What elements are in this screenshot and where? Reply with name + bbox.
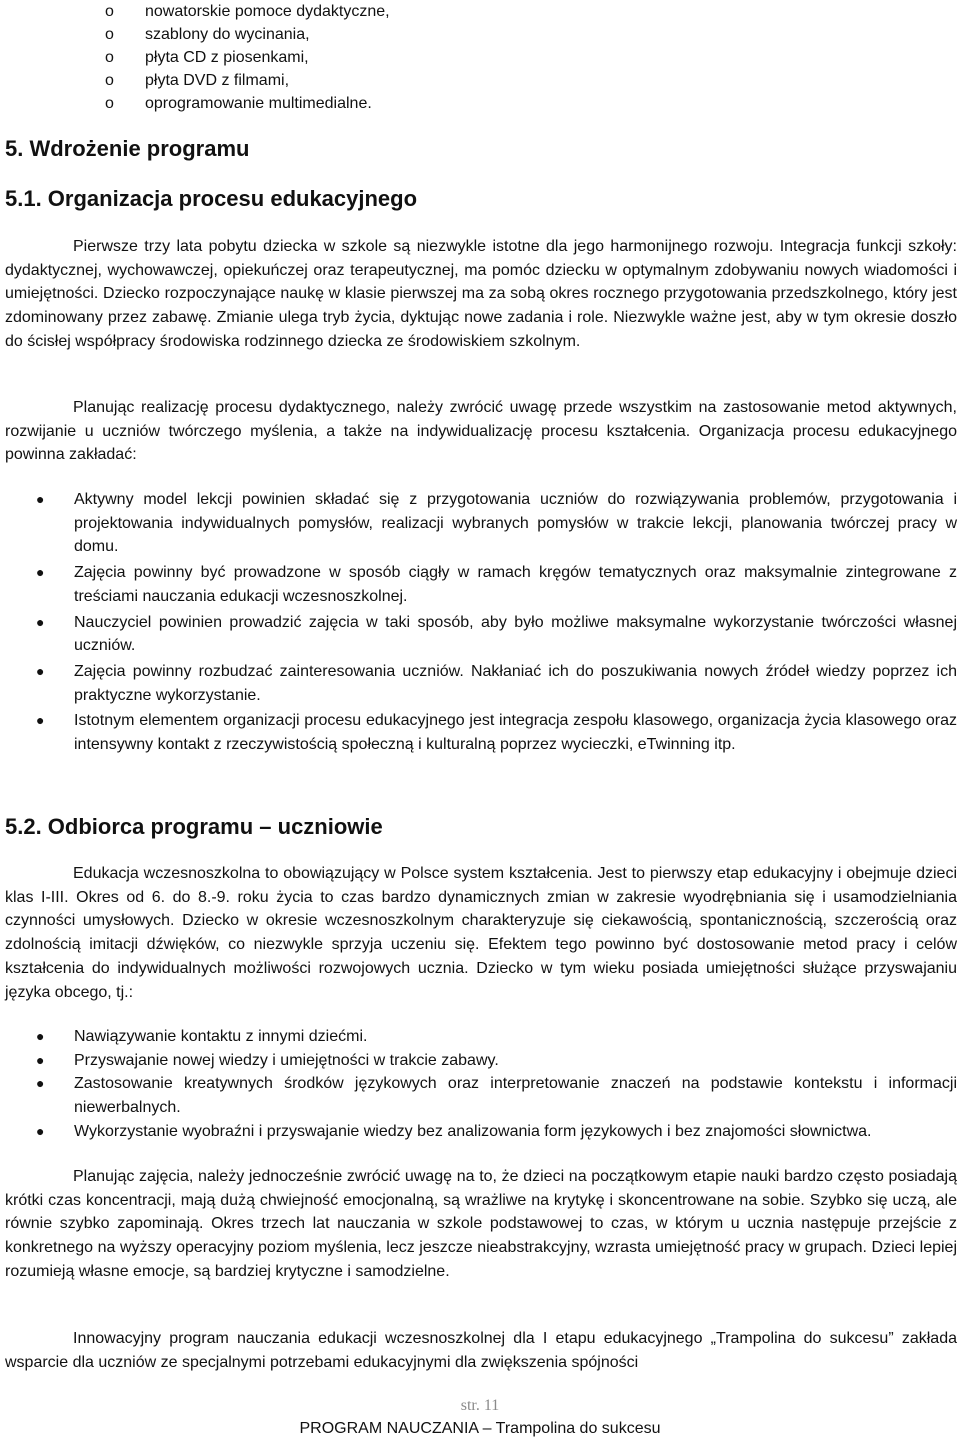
list-item-text: oprogramowanie multimedialne. — [145, 95, 372, 112]
list-item-text: Nauczyciel powinien prowadzić zajęcia w taki sposób, aby było możliwe maksymalne wykorzystanie twórczości własnej uczniów. — [74, 613, 957, 655]
page-number: str. 11 — [460, 1397, 500, 1414]
bullet-icon: ● — [36, 1075, 45, 1092]
bullet-icon: ● — [36, 491, 45, 507]
section-heading: 5. Wdrożenie programu — [5, 136, 250, 161]
bullet-icon: ● — [36, 712, 45, 729]
list-item-text: Zajęcia powinny być prowadzone w sposób ciągły w ramach kręgów tematycznych oraz maksymalnie zintegrowane z treściami nauczania edukacji wczesnoszkolnej. — [74, 564, 957, 605]
subsection-heading: 5.2. Odbiorca programu – uczniowie — [5, 814, 383, 839]
list-item — [0, 488, 960, 559]
list-item-text: płyta DVD z filmami, — [145, 72, 290, 89]
bullet-icon: ● — [36, 564, 45, 581]
list-item-text: Wykorzystanie wyobraźni i przyswajanie wiedzy bez analizowania form językowych i bez znajomości słownictwa. — [74, 1122, 872, 1140]
list-item — [0, 69, 600, 93]
list-item-text: Przyswajanie nowej wiedzy i umiejętności w trakcie zabawy. — [74, 1051, 499, 1069]
bullet-list — [0, 1025, 960, 1144]
paragraph: Planując realizację procesu dydaktycznego, należy zwrócić uwagę przede wszystkim na zastosowanie metod aktywnych, rozwijanie u uczniów twórczego myślenia, a także na indywidualizację procesu kształcenia. Organizacja procesu edukacyjnego powinna zakładać: — [5, 399, 957, 464]
list-item — [0, 660, 960, 707]
list-item — [0, 561, 960, 608]
list-marker: o — [105, 72, 114, 89]
bullet-icon: ● — [36, 1122, 45, 1139]
list-item-text: Zajęcia powinny rozbudzać zainteresowania uczniów. Nakłaniać ich do poszukiwania nowych źródeł wiedzy poprzez ich praktyczne wykorzystanie. — [74, 662, 957, 704]
paragraph: Innowacyjny program nauczania edukacji wczesnoszkolnej dla I etapu edukacyjnego „Trampolina do sukcesu” zakłada wsparcie dla uczniów ze specjalnymi potrzebami edukacyjnymi dla zwiększenia spójności — [5, 1330, 957, 1371]
paragraph: Pierwsze trzy lata pobytu dziecka w szkole są niezwykle istotne dla jego harmonijnego rozwoju. Integracja funkcji szkoły: dydaktycznej, wychowawczej, opiekuńczej oraz terapeutycznej, ma pomóc dziecku w optymalnym zdobywaniu nowych wiadomości i umiejętności. Dziecko rozpoczynające naukę w klasie pierwszej ma za sobą okres rocznego przygotowania przedszkolnego, który jest zdominowany przez zabawę. Zmianie ulega tryb życia, dyktując nowe zadania i role. Niezwykle ważne jest, aby w tym okresie doszło do ścisłej współpracy środowiska rodzinnego dziecka ze środowiskiem szkolnym. — [5, 238, 957, 350]
list-item — [0, 0, 600, 24]
list-item-text: Zastosowanie kreatywnych środków językowych oraz interpretowanie znaczeń na podstawie kontekstu i informacji niewerbalnych. — [74, 1075, 957, 1117]
list-marker: o — [105, 49, 114, 66]
list-item — [0, 709, 960, 756]
list-item-text: Nawiązywanie kontaktu z innymi dziećmi. — [74, 1028, 368, 1045]
list-marker: o — [105, 26, 114, 43]
list-item — [0, 23, 600, 47]
list-item — [0, 1120, 960, 1144]
bullet-icon: ● — [36, 662, 45, 679]
paragraph: Edukacja wczesnoszkolna to obowiązujący w Polsce system kształcenia. Jest to pierwszy etap edukacyjny i obejmuje dzieci klas I-III. Okres od 6. do 8.-9. roku życia to czas bardzo dynamicznych zmian w zakresie wyodrębniania się i usamodzielniania czynności umysłowych. Dziecko w okresie wczesnoszkolnym charakteryzuje się ciekawością, spontanicznością, szczerością oraz zdolnością imitacji dźwięków, co niezwykle sprzyja uczeniu się. Efektem tego powinno być dostosowanie metod pracy i celów kształcenia do indywidualnych możliwości rozwojowych ucznia. Dziecko w tym wieku posiada umiejętności służące przyswajaniu języka obcego, tj.: — [5, 865, 957, 1001]
list-item — [0, 1049, 960, 1073]
list-item-text: Aktywny model lekcji powinien składać się z przygotowania uczniów do rozwiązywania problemów, przygotowania i projektowania indywidualnych pomysłów, realizacji wybranych pomysłów w trakcie lekcji, planowania twórczej pracy w domu. — [74, 491, 957, 556]
list-marker: o — [105, 3, 114, 20]
list-item — [0, 46, 600, 70]
bullet-icon: ● — [36, 613, 45, 630]
bullet-list — [0, 488, 960, 757]
subsection-heading: 5.1. Organizacja procesu edukacyjnego — [5, 186, 418, 211]
list-item — [0, 1072, 960, 1119]
bullet-icon: ● — [36, 1028, 45, 1044]
list-item — [0, 92, 600, 116]
list-item-text: Istotnym elementem organizacji procesu edukacyjnego jest integracja zespołu klasowego, organizacja życia klasowego oraz intensywny kontakt z rzeczywistością społeczną i kulturalną poprzez wycieczki, eTwinning itp. — [74, 712, 957, 754]
paragraph: Planując zajęcia, należy jednocześnie zwrócić uwagę na to, że dzieci na początkowym etapie nauki bardzo często posiadają krótki czas koncentracji, mają dużą chwiejność emocjonalną, są wrażliwe na krytykę i skoncentrowane na sobie. Szybko się uczą, ale równie szybko zapominają. Okres trzech lat nauczania w szkole podstawowej to czas, w którym u ucznia następuje przejście z konkretnego na wyższy operacyjny poziom myślenia, lecz jeszcze nieabstrakcyjny, wzrasta umiejętność pracy w grupach. Dzieci lepiej rozumieją własne emocje, są bardziej krytyczne i samodzielne. — [5, 1168, 957, 1280]
list-item — [0, 611, 960, 658]
list-item-text: szablony do wycinania, — [145, 26, 310, 43]
list-item — [0, 1025, 960, 1049]
footer-title: PROGRAM NAUCZANIA – Trampolina do sukcesu — [299, 1420, 661, 1437]
list-item-text: płyta CD z piosenkami, — [145, 49, 309, 66]
list-marker: o — [105, 95, 114, 112]
list-item-text: nowatorskie pomoce dydaktyczne, — [145, 3, 390, 20]
bullet-icon: ● — [36, 1051, 45, 1068]
